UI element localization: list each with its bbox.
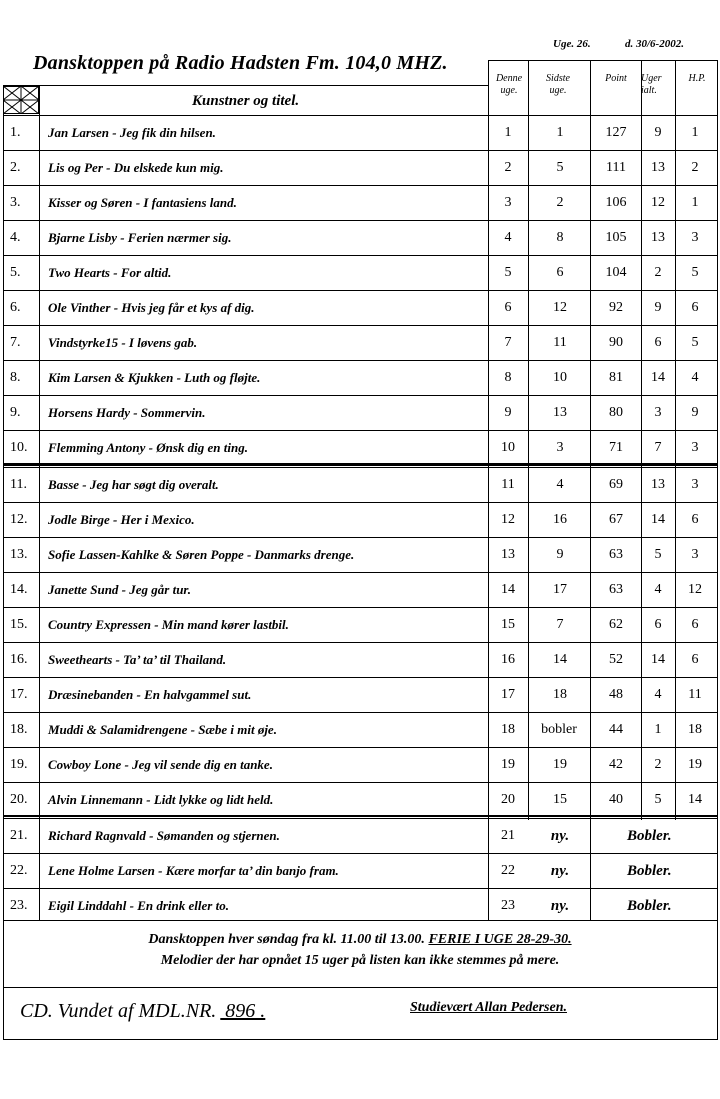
- bubble-status-cell: Bobler.: [627, 898, 672, 914]
- weeks-total-header: [641, 73, 671, 97]
- hp-cell: 5: [691, 265, 699, 280]
- rank-cell: 5.: [10, 265, 21, 280]
- rank-cell: 7.: [10, 335, 21, 350]
- rank-cell: 22.: [10, 863, 28, 878]
- hp-cell: 4: [691, 370, 699, 385]
- rule-line: [3, 782, 717, 783]
- rule-line: [3, 430, 717, 431]
- last-week-cell: 17: [553, 582, 567, 597]
- this-week-cell: 10: [501, 440, 515, 455]
- song-cell: Cowboy Lone - Jeg vil sende dig en tanke.: [48, 757, 273, 772]
- points-cell: 69: [609, 477, 623, 492]
- song-cell: Eigil Linddahl - En drink eller to.: [48, 898, 229, 913]
- rank-cell: 19.: [10, 757, 28, 772]
- weeks-header-line1: Uger: [641, 73, 662, 84]
- hp-cell: 11: [688, 687, 702, 702]
- rank-cell: 1.: [10, 125, 21, 140]
- this-week-cell: 6: [504, 300, 512, 315]
- hp-cell: 6: [691, 617, 699, 632]
- rule-line: [3, 572, 717, 573]
- this-week-cell: 17: [501, 687, 515, 702]
- rank-cell: 16.: [10, 652, 28, 667]
- rule-line: [3, 85, 488, 86]
- last-week-cell: 11: [553, 335, 567, 350]
- rank-cell: 6.: [10, 300, 21, 315]
- points-cell: 92: [609, 300, 623, 315]
- cd-winner: [20, 1000, 279, 1023]
- rank-cell: 3.: [10, 195, 21, 210]
- rule-line: [488, 60, 717, 61]
- weeks-cell: 2: [654, 757, 662, 772]
- song-cell: Alvin Linnemann - Lidt lykke og lidt held.: [48, 792, 274, 807]
- hp-cell: 6: [691, 652, 699, 667]
- weeks-header-line2: ialt.: [641, 85, 657, 96]
- song-cell: Muddi & Salamidrengene - Sæbe i mit øje.: [48, 722, 277, 737]
- last-week-cell: 2: [556, 195, 564, 210]
- points-cell: 90: [609, 335, 623, 350]
- points-cell: 63: [609, 547, 623, 562]
- week-label: Uge. 26.: [553, 38, 591, 50]
- this-week-cell: 3: [504, 195, 512, 210]
- last-week-cell: ny.: [550, 898, 570, 914]
- rank-cell: 20.: [10, 792, 28, 807]
- this-week-cell: 19: [501, 757, 515, 772]
- this-week-cell: 22: [501, 863, 515, 878]
- weeks-cell: 12: [651, 195, 665, 210]
- rule-line: [3, 747, 717, 748]
- rule-line: [3, 607, 717, 608]
- rule-line: [3, 395, 717, 396]
- rank-cell: 9.: [10, 405, 21, 420]
- rule-line: [3, 888, 717, 889]
- this-week-cell: 2: [504, 160, 512, 175]
- hp-cell: 19: [688, 757, 702, 772]
- song-cell: Flemming Antony - Ønsk dig en ting.: [48, 440, 248, 455]
- rank-cell: 8.: [10, 370, 21, 385]
- weeks-cell: 5: [654, 547, 662, 562]
- cd-number: 896 .: [220, 1000, 266, 1022]
- rank-cell: 2.: [10, 160, 21, 175]
- last-week-cell: 14: [553, 652, 567, 667]
- song-cell: Jodle Birge - Her i Mexico.: [48, 512, 195, 527]
- rule-line: [3, 465, 717, 466]
- last-week-cell: 1: [556, 125, 564, 140]
- points-cell: 80: [609, 405, 623, 420]
- points-cell: 44: [609, 722, 623, 737]
- last-week-cell: 6: [556, 265, 564, 280]
- weeks-cell: 13: [651, 160, 665, 175]
- last-week-cell: 10: [553, 370, 567, 385]
- rank-cell: 18.: [10, 722, 28, 737]
- this-week-cell: 15: [501, 617, 515, 632]
- last-week-cell: ny.: [550, 863, 570, 879]
- last-week-cell: 15: [553, 792, 567, 807]
- hp-cell: 3: [691, 547, 699, 562]
- weeks-cell: 1: [654, 722, 662, 737]
- weeks-cell: 13: [651, 230, 665, 245]
- rule-line: [3, 290, 717, 291]
- hp-cell: 12: [688, 582, 702, 597]
- rank-cell: 13.: [10, 547, 28, 562]
- rank-cell: 12.: [10, 512, 28, 527]
- rule-line: [3, 642, 717, 643]
- this-week-cell: 13: [501, 547, 515, 562]
- last-week-cell: 9: [556, 547, 564, 562]
- footer-rule: Melodier der har opnået 15 uger på listen kan ikke stemmes på mere.: [160, 953, 560, 968]
- this-week-cell: 23: [501, 898, 515, 913]
- points-cell: 71: [609, 440, 623, 455]
- rule-line: [3, 150, 717, 151]
- rank-cell: 21.: [10, 828, 28, 843]
- song-cell: Janette Sund - Jeg går tur.: [48, 582, 192, 597]
- last-week-cell: 4: [556, 477, 564, 492]
- song-cell: Lis og Per - Du elskede kun mig.: [48, 160, 224, 175]
- bubble-status-cell: Bobler.: [627, 828, 672, 844]
- page-title: Dansktoppen på Radio Hadsten Fm. 104,0 MHZ.: [33, 52, 448, 74]
- last-week-cell: 8: [556, 230, 564, 245]
- hp-cell: 2: [691, 160, 699, 175]
- weeks-cell: 3: [654, 405, 662, 420]
- column-line: [3, 85, 4, 1040]
- weeks-cell: 6: [654, 335, 662, 350]
- this-week-cell: 4: [504, 230, 512, 245]
- points-cell: 48: [609, 687, 623, 702]
- points-cell: 111: [606, 160, 626, 175]
- points-cell: 42: [609, 757, 623, 772]
- weeks-cell: 4: [654, 687, 662, 702]
- column-line: [590, 60, 591, 920]
- hp-cell: 5: [691, 335, 699, 350]
- last-week-cell: 12: [553, 300, 567, 315]
- this-week-cell: 9: [504, 405, 512, 420]
- song-cell: Two Hearts - For altid.: [48, 265, 172, 280]
- this-week-cell: 20: [501, 792, 515, 807]
- this-week-cell: 14: [501, 582, 515, 597]
- weeks-cell: 9: [654, 300, 662, 315]
- points-cell: 63: [609, 582, 623, 597]
- studio-host: Studievært Allan Pedersen.: [410, 1000, 567, 1015]
- this-week-cell: 16: [501, 652, 515, 667]
- rank-cell: 15.: [10, 617, 28, 632]
- this-week-cell: 11: [501, 477, 515, 492]
- bubble-status-cell: Bobler.: [627, 863, 672, 879]
- song-cell: Bjarne Lisby - Ferien nærmer sig.: [48, 230, 232, 245]
- rank-cell: 17.: [10, 687, 28, 702]
- points-cell: 127: [605, 125, 627, 140]
- this-week-cell: 18: [501, 722, 515, 737]
- last-week-header-line1: Sidste: [546, 73, 570, 84]
- weeks-cell: 14: [651, 652, 665, 667]
- this-week-cell: 21: [501, 828, 515, 843]
- last-week-cell: 13: [553, 405, 567, 420]
- rule-line: [3, 255, 717, 256]
- hp-cell: 3: [691, 230, 699, 245]
- song-cell: Vindstyrke15 - I løvens gab.: [48, 335, 198, 350]
- last-week-header-line2: uge.: [549, 85, 567, 96]
- cross-box-icon: [3, 86, 39, 114]
- rule-line: [3, 987, 717, 988]
- hp-cell: 3: [691, 440, 699, 455]
- song-cell: Country Expressen - Min mand kører lastbil.: [48, 617, 289, 632]
- last-week-cell: 3: [556, 440, 564, 455]
- this-week-header: [490, 73, 528, 97]
- weeks-cell: 13: [651, 477, 665, 492]
- weeks-cell: 14: [651, 512, 665, 527]
- points-cell: 67: [609, 512, 623, 527]
- rule-line: [3, 467, 717, 468]
- last-week-cell: 5: [556, 160, 564, 175]
- hp-cell: 14: [688, 792, 702, 807]
- weeks-cell: 5: [654, 792, 662, 807]
- this-week-cell: 5: [504, 265, 512, 280]
- weeks-cell: 9: [654, 125, 662, 140]
- date-label: d. 30/6-2002.: [625, 38, 684, 50]
- rule-line: [3, 818, 717, 819]
- song-cell: Kisser og Søren - I fantasiens land.: [48, 195, 237, 210]
- last-week-cell: 18: [553, 687, 567, 702]
- song-cell: Dræsinebanden - En halvgammel sut.: [48, 687, 252, 702]
- song-cell: Jan Larsen - Jeg fik din hilsen.: [48, 125, 216, 140]
- hp-cell: 9: [691, 405, 699, 420]
- footer-schedule-text: Dansktoppen hver søndag fra kl. 11.00 til 13.00.: [148, 932, 429, 947]
- footer-schedule: [0, 932, 720, 948]
- hp-cell: 1: [691, 195, 699, 210]
- rule-line: [3, 360, 717, 361]
- song-cell: Lene Holme Larsen - Kære morfar ta’ din banjo fram.: [48, 863, 339, 878]
- artist-column-header: Kunstner og titel.: [192, 93, 300, 109]
- song-cell: Sofie Lassen-Kahlke & Søren Poppe - Danmarks drenge.: [48, 547, 355, 562]
- rule-line: [3, 185, 717, 186]
- song-cell: Richard Ragnvald - Sømanden og stjernen.: [48, 828, 280, 843]
- rule-line: [3, 1039, 717, 1040]
- song-cell: Horsens Hardy - Sommervin.: [48, 405, 206, 420]
- rule-line: [3, 815, 717, 817]
- this-week-cell: 8: [504, 370, 512, 385]
- hp-cell: 18: [688, 722, 702, 737]
- last-week-cell: 16: [553, 512, 567, 527]
- column-line: [528, 60, 529, 820]
- footer-holiday: FERIE I UGE 28-29-30.: [428, 932, 572, 947]
- weeks-cell: 2: [654, 265, 662, 280]
- this-week-cell: 12: [501, 512, 515, 527]
- hp-cell: 3: [691, 477, 699, 492]
- this-week-cell: 1: [504, 125, 512, 140]
- rule-line: [3, 920, 717, 921]
- last-week-cell: bobler: [541, 722, 577, 737]
- rule-line: [3, 502, 717, 503]
- rule-line: [3, 220, 717, 221]
- rule-line: [3, 677, 717, 678]
- points-cell: 81: [609, 370, 623, 385]
- song-cell: Kim Larsen & Kjukken - Luth og fløjte.: [48, 370, 261, 385]
- hp-cell: 6: [691, 512, 699, 527]
- hp-cell: 6: [691, 300, 699, 315]
- rule-line: [3, 712, 717, 713]
- this-week-cell: 7: [504, 335, 512, 350]
- points-header: Point: [605, 73, 627, 84]
- rule-line: [3, 325, 717, 326]
- song-cell: Basse - Jeg har søgt dig overalt.: [48, 477, 219, 492]
- points-cell: 62: [609, 617, 623, 632]
- points-cell: 40: [609, 792, 623, 807]
- last-week-cell: ny.: [550, 828, 570, 844]
- this-week-header-line2: uge.: [500, 85, 518, 96]
- weeks-cell: 4: [654, 582, 662, 597]
- weeks-cell: 14: [651, 370, 665, 385]
- song-cell: Ole Vinther - Hvis jeg får et kys af dig.: [48, 300, 255, 315]
- last-week-cell: 7: [556, 617, 564, 632]
- rule-line: [3, 853, 717, 854]
- rule-line: [3, 537, 717, 538]
- column-line: [717, 60, 718, 1040]
- rank-cell: 14.: [10, 582, 28, 597]
- hp-cell: 1: [691, 125, 699, 140]
- points-cell: 105: [605, 230, 627, 245]
- weeks-cell: 7: [654, 440, 662, 455]
- weeks-cell: 6: [654, 617, 662, 632]
- points-cell: 106: [605, 195, 627, 210]
- hp-header: H.P.: [688, 73, 706, 84]
- rank-cell: 10.: [10, 440, 28, 455]
- last-week-cell: 19: [553, 757, 567, 772]
- last-week-header: [538, 73, 578, 97]
- rank-cell: 4.: [10, 230, 21, 245]
- rank-cell: 23.: [10, 898, 28, 913]
- points-cell: 104: [605, 265, 627, 280]
- points-cell: 52: [609, 652, 623, 667]
- cd-label: CD. Vundet af MDL.NR.: [20, 1000, 217, 1022]
- this-week-header-line1: Denne: [495, 73, 523, 84]
- rule-line: [3, 115, 717, 116]
- rank-cell: 11.: [10, 477, 27, 492]
- song-cell: Sweethearts - Ta’ ta’ til Thailand.: [48, 652, 227, 667]
